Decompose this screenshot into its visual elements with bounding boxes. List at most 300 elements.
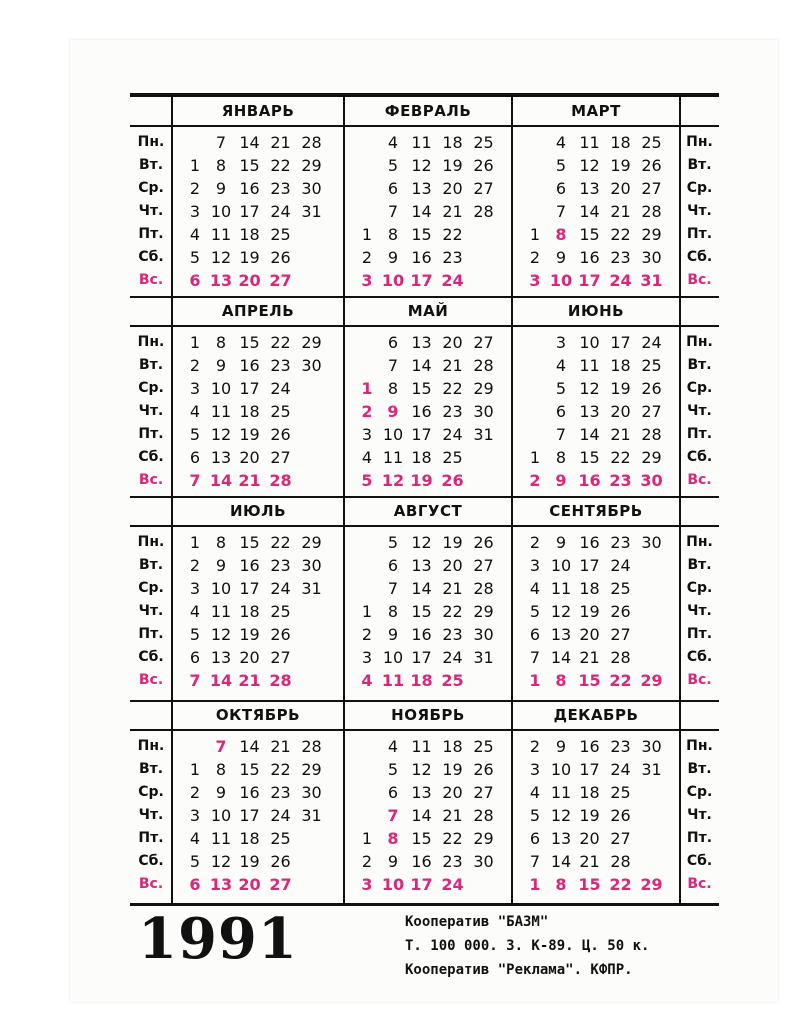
- calendar-day: 22: [610, 225, 631, 244]
- calendar-day: 5: [555, 379, 567, 398]
- weekday-labels-left: [130, 531, 172, 692]
- calendar-day: 25: [610, 783, 631, 802]
- weekday-label: Пт.: [138, 426, 164, 442]
- band-divider: [130, 700, 719, 702]
- calendar-day: 23: [609, 471, 632, 490]
- month-name: ОКТЯБРЬ: [215, 706, 301, 724]
- calendar-day: 1: [189, 333, 201, 352]
- calendar-day: 6: [189, 648, 201, 667]
- calendar-day: 19: [610, 156, 631, 175]
- calendar-day: 13: [210, 448, 232, 467]
- calendar-day: 16: [579, 737, 600, 756]
- calendar-day: 30: [301, 556, 322, 575]
- calendar-day: 30: [640, 471, 663, 490]
- month-dates: [182, 131, 327, 292]
- calendar-day: 25: [270, 402, 291, 421]
- weekday-label: Вт.: [687, 761, 712, 777]
- calendar-day: 16: [411, 852, 432, 871]
- calendar-day: 10: [381, 875, 405, 894]
- calendar-day: 16: [578, 471, 601, 490]
- calendar-day: 29: [641, 225, 662, 244]
- calendar-day: 5: [529, 806, 541, 825]
- week-row: [354, 669, 499, 692]
- calendar-day: 25: [441, 671, 464, 690]
- calendar-day: 31: [301, 806, 322, 825]
- week-row: [522, 246, 667, 269]
- calendar-day: 6: [555, 179, 567, 198]
- calendar-day: 3: [189, 806, 201, 825]
- calendar-day: 23: [442, 402, 463, 421]
- weekday-label: Сб.: [686, 853, 713, 869]
- calendar-day: 31: [641, 760, 662, 779]
- calendar-day: 8: [215, 156, 227, 175]
- calendar-day: 2: [361, 248, 373, 267]
- calendar-day: 14: [411, 579, 432, 598]
- calendar-day: 6: [529, 625, 541, 644]
- calendar-day: 2: [529, 533, 541, 552]
- calendar-day: 19: [239, 425, 260, 444]
- calendar-day: 20: [442, 179, 463, 198]
- week-row: [522, 223, 667, 246]
- calendar-day: 8: [555, 225, 567, 244]
- week-row: [182, 850, 327, 873]
- calendar-day: 20: [239, 448, 260, 467]
- weekday-label: Вс.: [687, 472, 712, 488]
- calendar-day: 26: [610, 806, 631, 825]
- calendar-day: 11: [411, 737, 432, 756]
- calendar-day: 19: [579, 806, 600, 825]
- calendar-day: 26: [270, 852, 291, 871]
- calendar-day: 2: [361, 625, 373, 644]
- calendar-day: 10: [382, 648, 404, 667]
- week-row: [182, 200, 327, 223]
- calendar-day: 9: [387, 248, 399, 267]
- calendar-day: 9: [215, 556, 227, 575]
- calendar-day: 24: [441, 271, 464, 290]
- weekday-label: Ср.: [686, 380, 713, 396]
- calendar-day: 14: [550, 648, 572, 667]
- calendar-day: 7: [529, 852, 541, 871]
- calendar-day: 27: [610, 829, 631, 848]
- calendar-day: 10: [579, 333, 600, 352]
- calendar-day: 15: [239, 333, 260, 352]
- calendar-day: 13: [579, 179, 600, 198]
- calendar-day: 19: [610, 379, 631, 398]
- calendar-day: 12: [210, 852, 232, 871]
- week-row: [522, 469, 667, 492]
- week-row: [522, 850, 667, 873]
- calendar-day: 9: [387, 852, 399, 871]
- calendar-day: 10: [381, 271, 405, 290]
- calendar-day: 28: [473, 202, 494, 221]
- month-dates: [354, 131, 499, 292]
- calendar-day: 9: [555, 533, 567, 552]
- calendar-day: 18: [239, 602, 260, 621]
- calendar-day: 26: [473, 533, 494, 552]
- week-row: [354, 554, 499, 577]
- calendar-day: 6: [529, 829, 541, 848]
- weekday-labels-right: [680, 531, 719, 692]
- calendar-day: 26: [641, 156, 662, 175]
- calendar-day: 13: [411, 333, 432, 352]
- calendar-day: 12: [210, 248, 232, 267]
- calendar-day: 15: [239, 760, 260, 779]
- calendar-day: 19: [239, 852, 260, 871]
- calendar-day: 18: [442, 737, 463, 756]
- calendar-day: 9: [555, 248, 567, 267]
- calendar-day: 1: [529, 671, 541, 690]
- calendar-day: 20: [239, 648, 260, 667]
- calendar-day: 17: [239, 379, 260, 398]
- week-row: [354, 269, 499, 292]
- calendar-day: 26: [270, 625, 291, 644]
- week-row: [354, 446, 499, 469]
- calendar-day: 25: [641, 356, 662, 375]
- calendar-day: 19: [410, 471, 433, 490]
- weekday-label: Ср.: [686, 580, 713, 596]
- calendar-day: 25: [270, 829, 291, 848]
- week-row: [182, 669, 327, 692]
- calendar-day: 29: [473, 602, 494, 621]
- calendar-day: 21: [579, 852, 600, 871]
- calendar-day: 3: [361, 271, 373, 290]
- week-row: [354, 177, 499, 200]
- imprint-line-2: Т. 100 000. З. К-89. Ц. 50 к.: [405, 938, 650, 954]
- calendar-day: 3: [529, 556, 541, 575]
- calendar-day: 16: [239, 556, 260, 575]
- calendar-day: 29: [301, 333, 322, 352]
- week-row: [354, 758, 499, 781]
- week-row: [182, 623, 327, 646]
- weekday-labels-left: [130, 131, 172, 292]
- calendar-day: 17: [610, 333, 631, 352]
- calendar-day: 2: [361, 402, 373, 421]
- calendar-day: 5: [387, 156, 399, 175]
- calendar-day: 21: [442, 579, 463, 598]
- calendar-day: 12: [579, 379, 600, 398]
- calendar-day: 9: [555, 471, 567, 490]
- calendar-day: 5: [529, 602, 541, 621]
- weekday-labels-left: [130, 331, 172, 492]
- week-row: [354, 469, 499, 492]
- calendar-day: 31: [301, 579, 322, 598]
- calendar-day: 24: [641, 333, 662, 352]
- calendar-day: 30: [473, 402, 494, 421]
- calendar-day: 9: [387, 402, 399, 421]
- weekday-label: Ср.: [138, 380, 164, 396]
- calendar-day: 12: [411, 533, 432, 552]
- calendar-day: 22: [442, 225, 463, 244]
- weekday-label: Сб.: [138, 449, 164, 465]
- calendar-day: 29: [301, 156, 322, 175]
- week-row: [522, 669, 667, 692]
- imprint-line-3: Кооператив "Реклама". КФПР.: [405, 962, 633, 978]
- week-row: [354, 735, 499, 758]
- calendar-day: 27: [610, 625, 631, 644]
- calendar-day: 23: [270, 179, 291, 198]
- weekday-label: Пт.: [138, 226, 164, 242]
- calendar-day: 17: [410, 271, 433, 290]
- week-row: [182, 577, 327, 600]
- week-row: [354, 804, 499, 827]
- calendar-day: 30: [641, 737, 662, 756]
- calendar-day: 18: [239, 225, 260, 244]
- calendar-day: 28: [473, 356, 494, 375]
- week-row: [522, 646, 667, 669]
- week-row: [182, 873, 327, 896]
- weekday-label: Пн.: [137, 134, 165, 150]
- calendar-day: 10: [549, 271, 573, 290]
- calendar-day: 22: [442, 379, 463, 398]
- weekday-label: Вс.: [687, 672, 712, 688]
- weekday-labels-right: [680, 735, 719, 896]
- weekday-label: Пн.: [686, 738, 713, 754]
- calendar-day: 7: [189, 471, 201, 490]
- calendar-day: 19: [442, 760, 463, 779]
- calendar-day: 15: [579, 225, 600, 244]
- month-dates: [522, 131, 667, 292]
- calendar-day: 22: [270, 760, 291, 779]
- week-row: [182, 804, 327, 827]
- calendar-day: 12: [411, 156, 432, 175]
- calendar-day: 23: [610, 248, 631, 267]
- week-row: [182, 246, 327, 269]
- weekday-label: Вс.: [687, 876, 712, 892]
- week-row: [354, 600, 499, 623]
- calendar-day: 23: [270, 356, 291, 375]
- calendar-day: 26: [441, 471, 464, 490]
- week-row: [522, 377, 667, 400]
- month-dates: [182, 331, 327, 492]
- week-row: [182, 531, 327, 554]
- calendar-day: 22: [609, 671, 632, 690]
- calendar-day: 19: [239, 625, 260, 644]
- calendar-day: 7: [555, 202, 567, 221]
- weekday-label: Пт.: [138, 830, 164, 846]
- calendar-day: 26: [610, 602, 631, 621]
- calendar-day: 16: [239, 356, 260, 375]
- weekday-label: Сб.: [138, 853, 164, 869]
- calendar-day: 8: [215, 333, 227, 352]
- calendar-day: 5: [189, 852, 201, 871]
- calendar-day: 27: [269, 271, 292, 290]
- calendar-day: 7: [189, 671, 201, 690]
- calendar-day: 31: [301, 202, 322, 221]
- calendar-day: 8: [387, 829, 399, 848]
- week-row: [182, 131, 327, 154]
- calendar-day: 29: [473, 829, 494, 848]
- week-row: [522, 177, 667, 200]
- calendar-day: 1: [189, 156, 201, 175]
- calendar-day: 2: [189, 356, 201, 375]
- calendar-day: 29: [641, 448, 662, 467]
- calendar-day: 27: [270, 448, 291, 467]
- calendar-day: 21: [610, 425, 631, 444]
- calendar-day: 29: [640, 875, 663, 894]
- calendar-day: 28: [269, 471, 292, 490]
- calendar-day: 15: [411, 225, 432, 244]
- week-row: [522, 623, 667, 646]
- calendar-day: 14: [209, 671, 233, 690]
- calendar-day: 18: [239, 829, 260, 848]
- calendar-day: 15: [239, 533, 260, 552]
- calendar-day: 19: [442, 156, 463, 175]
- calendar-day: 2: [361, 852, 373, 871]
- calendar-day: 28: [610, 852, 631, 871]
- month-dates: [354, 331, 499, 492]
- week-row: [354, 223, 499, 246]
- week-row: [354, 200, 499, 223]
- month-name: НОЯБРЬ: [391, 706, 465, 724]
- calendar-day: 7: [387, 356, 399, 375]
- calendar-day: 24: [609, 271, 632, 290]
- calendar-day: 14: [209, 471, 233, 490]
- weekday-label: Чт.: [138, 807, 164, 823]
- calendar-day: 28: [269, 671, 292, 690]
- calendar-day: 14: [239, 133, 260, 152]
- calendar-day: 27: [473, 333, 494, 352]
- calendar-day: 18: [579, 783, 600, 802]
- calendar-day: 24: [610, 556, 631, 575]
- calendar-day: 21: [238, 671, 261, 690]
- calendar-day: 12: [210, 425, 232, 444]
- calendar-day: 14: [579, 202, 600, 221]
- week-row: [522, 758, 667, 781]
- weekday-label: Чт.: [687, 403, 712, 419]
- week-row: [522, 600, 667, 623]
- calendar-day: 18: [239, 402, 260, 421]
- calendar-day: 16: [411, 402, 432, 421]
- calendar-day: 5: [387, 760, 399, 779]
- calendar-day: 8: [215, 533, 227, 552]
- calendar-day: 23: [610, 737, 631, 756]
- calendar-day: 28: [641, 425, 662, 444]
- week-row: [182, 400, 327, 423]
- calendar-day: 14: [579, 425, 600, 444]
- calendar-day: 2: [189, 556, 201, 575]
- week-row: [354, 246, 499, 269]
- calendar-day: 2: [189, 179, 201, 198]
- week-row: [182, 377, 327, 400]
- weekday-label: Ср.: [138, 580, 164, 596]
- calendar-day: 25: [442, 448, 463, 467]
- calendar-day: 12: [411, 760, 432, 779]
- weekday-label: Пн.: [137, 738, 165, 754]
- weekday-label: Пт.: [686, 426, 713, 442]
- calendar-day: 25: [641, 133, 662, 152]
- calendar-day: 18: [610, 356, 631, 375]
- calendar-day: 26: [473, 760, 494, 779]
- calendar-day: 6: [189, 875, 201, 894]
- month-dates: [354, 531, 499, 692]
- calendar-day: 11: [382, 448, 404, 467]
- calendar-day: 13: [209, 875, 233, 894]
- week-row: [354, 131, 499, 154]
- weekday-label: Ср.: [686, 180, 713, 196]
- calendar-day: 28: [610, 648, 631, 667]
- calendar-day: 13: [579, 402, 600, 421]
- month-dates: [182, 531, 327, 692]
- calendar-day: 21: [579, 648, 600, 667]
- calendar-day: 6: [555, 402, 567, 421]
- calendar-day: 8: [387, 602, 399, 621]
- calendar-day: 4: [555, 133, 567, 152]
- week-row: [522, 131, 667, 154]
- calendar-day: 20: [238, 875, 261, 894]
- calendar-day: 10: [382, 425, 404, 444]
- calendar-day: 1: [529, 875, 541, 894]
- calendar-day: 19: [442, 533, 463, 552]
- calendar-grid: [130, 93, 719, 906]
- calendar-day: 3: [361, 425, 373, 444]
- calendar-day: 15: [578, 671, 601, 690]
- calendar-day: 20: [442, 783, 463, 802]
- calendar-day: 10: [550, 556, 572, 575]
- calendar-day: 29: [640, 671, 663, 690]
- calendar-day: 4: [189, 829, 201, 848]
- month-name: ИЮЛЬ: [229, 502, 287, 520]
- calendar-day: 25: [473, 133, 494, 152]
- month-name: МАЙ: [407, 302, 449, 320]
- calendar-day: 14: [411, 356, 432, 375]
- month-name-rule: [130, 325, 719, 327]
- calendar-day: 3: [529, 271, 541, 290]
- calendar-day: 9: [215, 179, 227, 198]
- week-row: [182, 354, 327, 377]
- calendar-day: 3: [555, 333, 567, 352]
- week-row: [522, 269, 667, 292]
- calendar-day: 8: [555, 875, 567, 894]
- calendar-day: 22: [270, 533, 291, 552]
- calendar-day: 11: [579, 133, 600, 152]
- calendar-day: 30: [301, 356, 322, 375]
- weekday-label: Вт.: [138, 357, 164, 373]
- week-row: [354, 646, 499, 669]
- calendar-day: 17: [239, 202, 260, 221]
- calendar-day: 2: [529, 471, 541, 490]
- calendar-day: 11: [210, 402, 232, 421]
- calendar-day: 16: [579, 248, 600, 267]
- month-name: МАРТ: [571, 102, 621, 120]
- week-row: [354, 423, 499, 446]
- calendar-day: 25: [610, 579, 631, 598]
- week-row: [354, 400, 499, 423]
- calendar-day: 11: [210, 829, 232, 848]
- calendar-day: 26: [473, 156, 494, 175]
- calendar-day: 6: [189, 271, 201, 290]
- calendar-day: 7: [387, 579, 399, 598]
- week-row: [182, 223, 327, 246]
- calendar-day: 8: [387, 225, 399, 244]
- calendar-day: 3: [361, 875, 373, 894]
- calendar-day: 3: [189, 579, 201, 598]
- week-row: [354, 623, 499, 646]
- calendar-day: 27: [473, 783, 494, 802]
- week-row: [182, 446, 327, 469]
- weekday-label: Сб.: [686, 649, 713, 665]
- calendar-day: 29: [301, 533, 322, 552]
- weekday-label: Пн.: [137, 334, 165, 350]
- calendar-day: 14: [411, 806, 432, 825]
- calendar-day: 12: [210, 625, 232, 644]
- calendar-day: 3: [189, 379, 201, 398]
- calendar-day: 10: [550, 760, 572, 779]
- calendar-day: 26: [270, 425, 291, 444]
- weekday-labels-left: [130, 735, 172, 896]
- calendar-day: 11: [550, 783, 572, 802]
- calendar-day: 24: [270, 379, 291, 398]
- imprint-line-1: Кооператив "БАЗМ": [405, 914, 549, 930]
